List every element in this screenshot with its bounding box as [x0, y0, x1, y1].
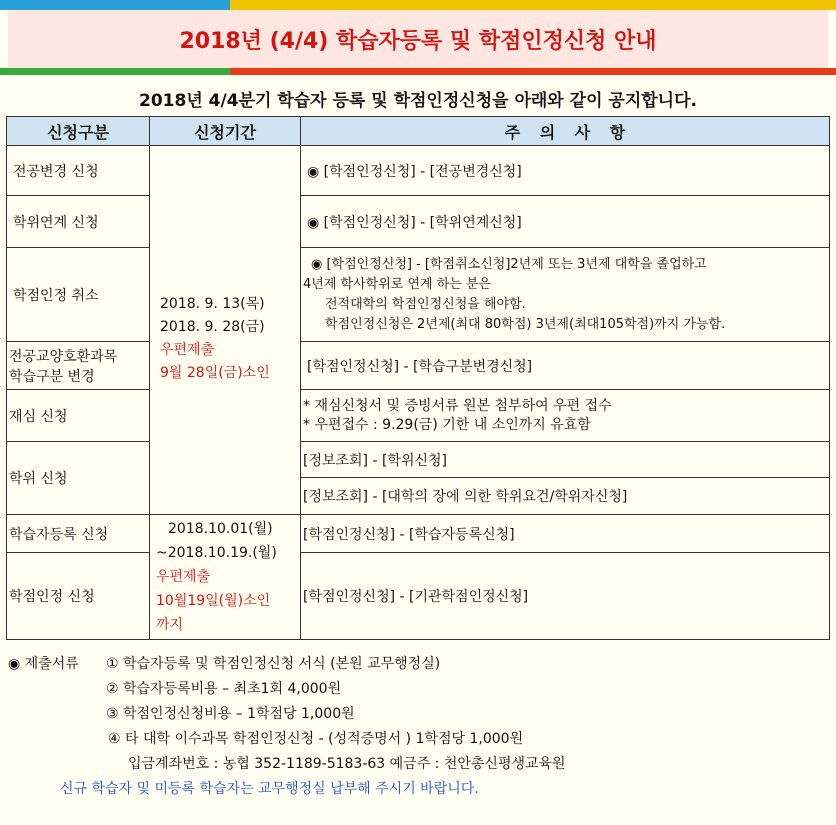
page-subtitle: 2018년 4/4분기 학습자 등록 및 학점인정신청을 아래와 같이 공지합니다.: [139, 91, 697, 111]
header-category: 신청구분: [7, 117, 150, 146]
note-cancel: [301, 248, 830, 342]
row-label-degree: 학위 신청: [7, 442, 150, 515]
category-change-label1: 전공교양호환과목: [9, 348, 118, 365]
table-row: [7, 442, 830, 515]
period1-end: 2018. 9. 28(금): [160, 319, 265, 335]
row-label-review: 재심 신청: [7, 390, 150, 442]
category-change-label2: 학습구분 변경: [9, 368, 95, 385]
documents-section: [8, 650, 828, 800]
header-notes: 주 의 사 항: [301, 117, 830, 146]
documents-row-3: [8, 700, 828, 725]
top-color-stripe: [0, 0, 836, 10]
row-label-cancel: 학점인정 취소: [7, 248, 150, 342]
note-review-line2: * 우편접수 : 9.29(금) 기한 내 소인까지 유효함: [303, 416, 591, 433]
note-degree: [301, 442, 830, 515]
table-header-row: [7, 117, 830, 146]
note-learner-reg: [학점인정신청] - [학습자등록신청]: [301, 515, 830, 553]
documents-row-2: [8, 675, 828, 700]
period2-end: ~2018.10.19.(월): [156, 545, 277, 561]
page-title: 2018년 (4/4) 학습자등록 및 학점인정신청 안내: [179, 28, 657, 54]
note-degree-line2: [정보조회] - [대학의 장에 의한 학위요건/학위자신청]: [303, 489, 628, 505]
header-period: 신청기간: [150, 117, 301, 146]
row-label-credit: 학점인정 신청: [7, 553, 150, 640]
table-row: [7, 248, 830, 342]
note-category-change: [학점인정신청] - [학습구분변경신청]: [301, 342, 830, 390]
note-degree-link: ◉ [학점인정신청] - [학위연계신청]: [301, 196, 830, 248]
note-review-line1: * 재심신청서 및 증빙서류 원본 첨부하여 우편 접수: [303, 397, 612, 414]
table-row: [7, 146, 830, 196]
table-row: [7, 553, 830, 640]
table-row: [7, 196, 830, 248]
row-label-category-change: [7, 342, 150, 390]
table-row: [7, 342, 830, 390]
documents-item-2: ② 학습자등록비용 – 최초1회 4,000원: [106, 680, 342, 697]
title-banner: [8, 10, 828, 68]
row-label-major-change: 전공변경 신청: [7, 146, 150, 196]
note-cancel-line3: 전적대학의 학점인정신청을 해야함.: [325, 296, 526, 312]
schedule-table: [6, 116, 830, 640]
row-label-degree-link: 학위연계 신청: [7, 196, 150, 248]
documents-label: ◉ 제출서류: [8, 655, 79, 672]
documents-item-1: ① 학습자등록 및 학점인정신청 서식 (본원 교무행정실): [106, 655, 441, 672]
period2-mail: 우편제출: [156, 569, 211, 585]
row-label-learner-reg: 학습자등록 신청: [7, 515, 150, 553]
note-degree-line1: [정보조회] - [학위신청]: [301, 442, 829, 478]
period-cell-1: [150, 146, 301, 515]
note-cancel-line2: 4년제 학사학위로 연계 하는 분은: [303, 276, 492, 292]
period1-mail: 우편제출: [160, 342, 215, 358]
documents-item-3: ③ 학점인정신청비용 – 1학점당 1,000원: [106, 705, 355, 722]
table-row: [7, 390, 830, 442]
period1-start: 2018. 9. 13(목): [160, 296, 265, 312]
note-cancel-line4: 학점인정신청은 2년제(최대 80학점) 3년제(최대105학점)까지 가능함.: [325, 316, 726, 332]
account-row: [8, 750, 828, 775]
documents-row-4: [8, 725, 828, 750]
bank-account: 입금계좌번호 : 농협 352-1189-5183-63 예금주 : 천안총신평생교육원: [128, 755, 566, 772]
documents-item-4: ④ 타 대학 이수과목 학점인정신청 - (성적증명서 ) 1학점당 1,000원: [108, 730, 524, 747]
table-row: [7, 515, 830, 553]
period2-until: 까지: [156, 617, 184, 633]
documents-row-1: [8, 650, 828, 675]
note-cancel-line1: ◉ [학점인정신청] - [학점취소신청]2년제 또는 3년제 대학을 졸업하고: [311, 256, 707, 272]
note-review: [301, 390, 830, 442]
payment-notice: 신규 학습자 및 미등록 학습자는 교무행정실 납부해 주시기 바랍니다.: [60, 780, 479, 797]
bottom-color-stripe: [0, 68, 836, 75]
note-major-change: ◉ [학점인정신청] - [전공변경신청]: [301, 146, 830, 196]
notice-row: [8, 775, 828, 800]
note-credit: [학점인정신청] - [기관학점인정신청]: [301, 553, 830, 640]
period2-postmark: 10월19일(월)소인: [156, 593, 271, 609]
period-cell-2: [150, 515, 301, 640]
period2-start: 2018.10.01(월): [168, 521, 273, 537]
period1-postmark: 9월 28일(금)소인: [160, 365, 270, 381]
